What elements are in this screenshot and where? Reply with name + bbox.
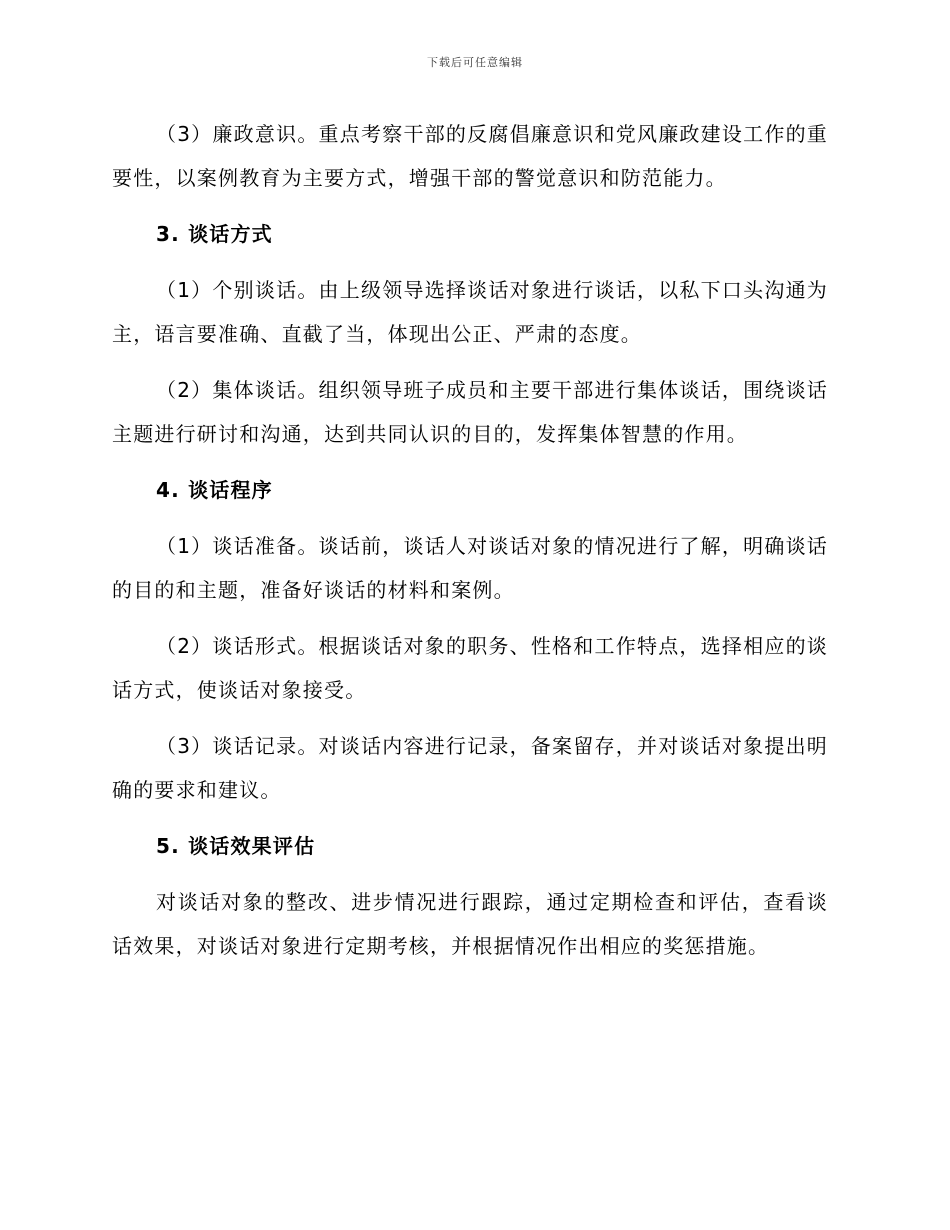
paragraph-talk-preparation: （1）谈话准备。谈话前，谈话人对谈话对象的情况进行了解，明确谈话的目的和主题，准备好谈话的材料和案例。 [112, 534, 828, 602]
paragraph-collective-talk: （2）集体谈话。组织领导班子成员和主要干部进行集体谈话，围绕谈话主题进行研讨和沟通，达到共同认识的目的，发挥集体智慧的作用。 [112, 378, 828, 446]
paragraph-individual-talk: （1）个别谈话。由上级领导选择谈话对象进行谈话，以私下口头沟通为主，语言要准确、直截了当，体现出公正、严肃的态度。 [112, 278, 828, 346]
paragraph-effect-evaluation: 对谈话对象的整改、进步情况进行跟踪，通过定期检查和评估，查看谈话效果，对谈话对象进行定期考核，并根据情况作出相应的奖惩措施。 [112, 890, 828, 958]
paragraph-integrity-awareness: （3）廉政意识。重点考察干部的反腐倡廉意识和党风廉政建设工作的重要性，以案例教育为主要方式，增强干部的警觉意识和防范能力。 [112, 122, 828, 190]
header-note: 下载后可任意编辑 [427, 56, 523, 69]
paragraph-talk-record: （3）谈话记录。对谈话内容进行记录，备案留存，并对谈话对象提出明确的要求和建议。 [112, 734, 828, 802]
paragraph-talk-form: （2）谈话形式。根据谈话对象的职务、性格和工作特点，选择相应的谈话方式，使谈话对象接受。 [112, 634, 828, 702]
section-heading-effect-evaluation: 5. 谈话效果评估 [156, 834, 316, 858]
section-heading-talk-procedure: 4. 谈话程序 [156, 478, 273, 502]
document-body [112, 112, 828, 980]
section-heading-talk-method: 3. 谈话方式 [156, 222, 273, 246]
